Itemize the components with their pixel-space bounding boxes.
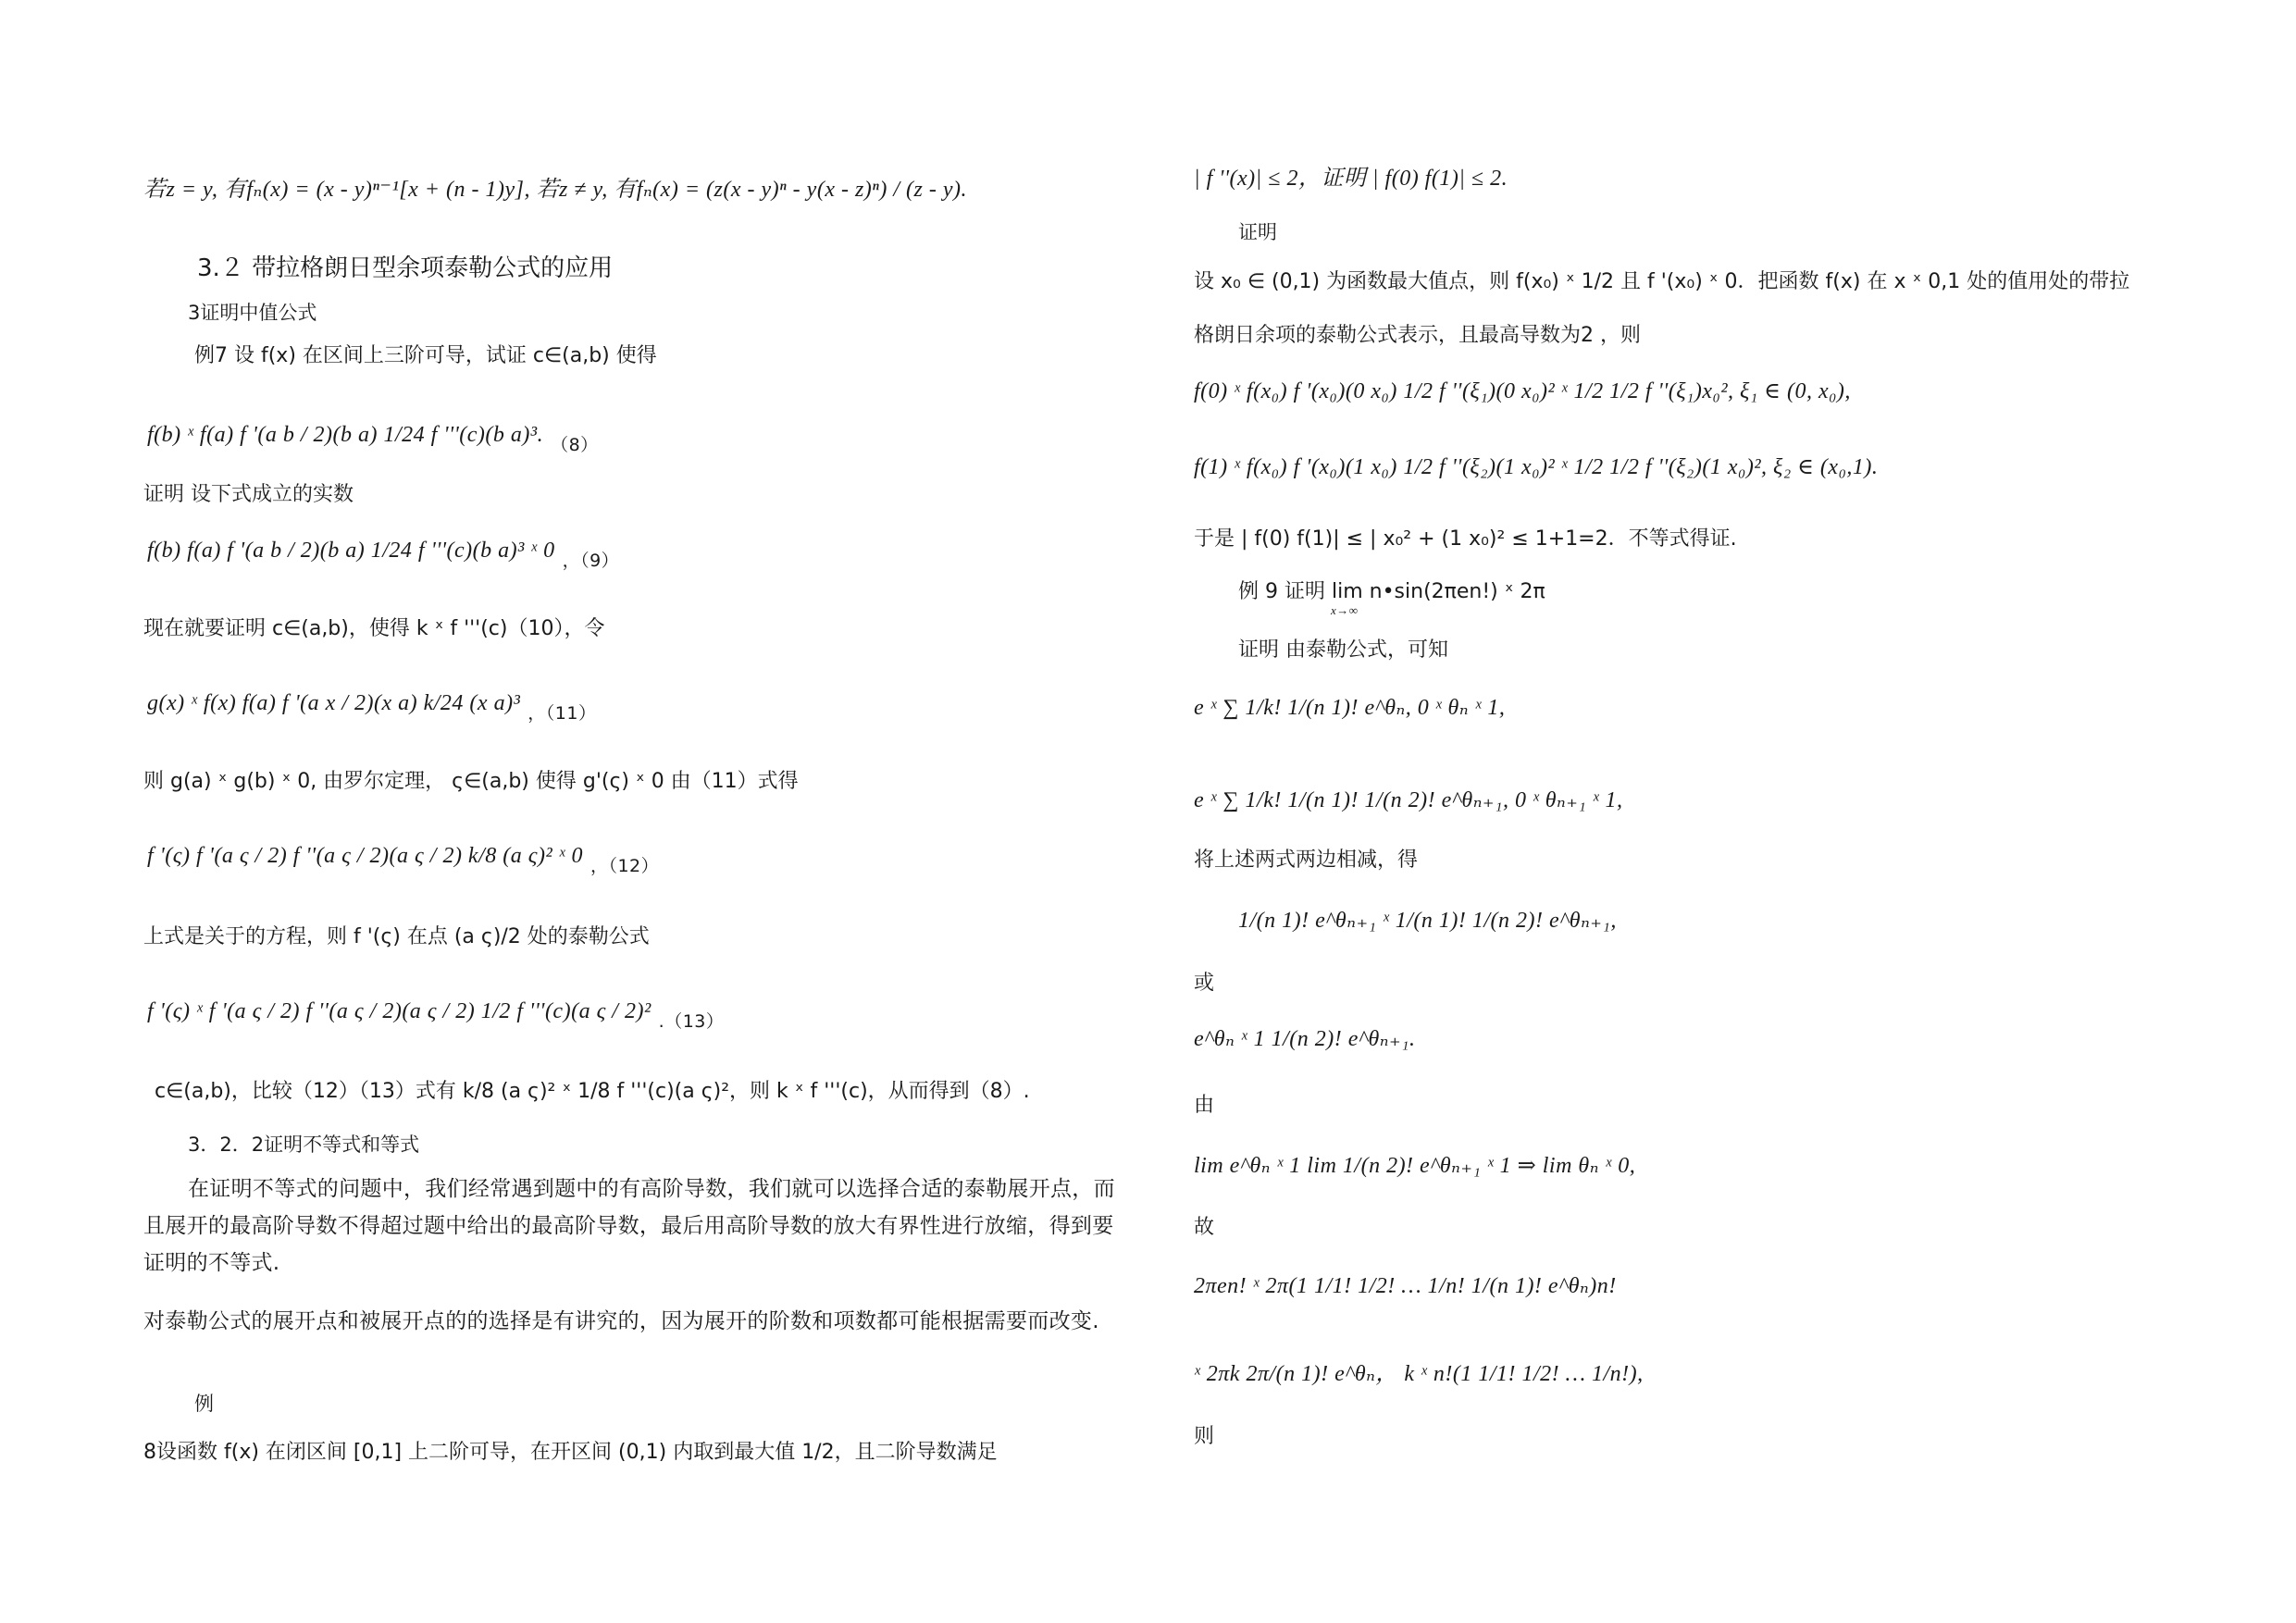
equation-12 <box>147 842 660 876</box>
equation-or-tail: . <box>1409 1027 1416 1051</box>
proof-9: 证明 由泰勒公式，可知 <box>1238 638 1448 662</box>
example-9-limit-subscript: x→∞ <box>1331 603 1359 617</box>
equation-9 <box>147 537 620 571</box>
equation-12-tag: ，（12） <box>590 856 660 876</box>
equation-limit <box>1194 1152 1635 1180</box>
subtract-text: 将上述两式两边相减，得 <box>1194 849 1419 872</box>
setup-line-1: 设 x₀ ∈ (0,1) 为函数最大值点，则 f(x₀) ˣ 1/2 且 f '(x₀) ˣ 0．把函数 f(x) 在 x ˣ 0,1 处的值用处的带拉 <box>1194 270 2130 293</box>
rolle-theorem: 则 g(a) ˣ g(b) ˣ 0, 由罗尔定理， ς∈(a,b) 使得 g'(ς) ˣ 0 由（11）式得 <box>143 770 799 793</box>
proof-label: 证明 <box>1238 221 1277 243</box>
equation-or-body: e^θₙ ˣ 1 1/(n 2)! e^θₙ₊₁ <box>1194 1027 1410 1051</box>
equation-fn: 若z = y, 有fₙ(x) = (x - y)ⁿ⁻¹[x + (n - 1)y], 若z ≠ y, 有fₙ(x) = (z(x - y)ⁿ - y(x - z)ⁿ) / (z - y). <box>143 178 967 202</box>
equation-subtract <box>1238 907 1617 935</box>
equation-8-tag: （8） <box>551 435 599 455</box>
equation-2pi-2: ˣ 2πk 2π/(n 1)! e^θₙ， k ˣ n!(1 1/1! 1/2! … 1/n!), <box>1194 1362 1644 1386</box>
right-column <box>1194 0 2175 1623</box>
left-column <box>143 0 1134 1623</box>
equation-9-tag: ，（9） <box>562 551 620 571</box>
example-9 <box>1238 578 1545 606</box>
equation-11-tag: ，（11） <box>527 703 597 724</box>
equation-e-2: e ˣ ∑ 1/k! 1/(n 1)! 1/(n 2)! e^θₙ₊₁, 0 ˣ θₙ₊₁ ˣ 1, <box>1194 788 1623 812</box>
subsection-inequality: 3．2．2证明不等式和等式 <box>188 1134 420 1156</box>
equation-12-body: f '(ς) f '(a ς / 2) f ''(a ς / 2)(a ς / 2) k/8 (a ς)² ˣ 0 <box>147 844 583 868</box>
example-label: 例 <box>194 1393 214 1415</box>
equation-11-body: g(x) ˣ f(x) f(a) f '(a x / 2)(x a) k/24 (x a)³ <box>147 691 521 715</box>
equation-e-1: e ˣ ∑ 1/k! 1/(n 1)! e^θₙ, 0 ˣ θₙ ˣ 1, <box>1194 696 1506 720</box>
example-7: 例7 设 f(x) 在区间上三阶可导，试证 c∈(a,b) 使得 <box>194 344 657 367</box>
equation-8-body: f(b) ˣ f(a) f '(a b / 2)(b a) 1/24 f '''(c)(b a)³. <box>147 423 544 447</box>
proof-intro: 证明 设下式成立的实数 <box>143 483 354 506</box>
then-text: 则 <box>1194 1425 1215 1448</box>
taylor-intro: 上式是关于的方程，则 f '(ς) 在点 (a ς)/2 处的泰勒公式 <box>143 925 650 948</box>
equation-f0: f(0) ˣ f(x₀) f '(x₀)(0 x₀) 1/2 f ''(ξ₁)(0 x₀)² ˣ 1/2 1/2 f ''(ξ₁)x₀², ξ₁ ∈ (0, x₀), <box>1194 379 1851 403</box>
by-text: 由 <box>1194 1094 1215 1117</box>
example-8: 8设函数 f(x) 在闭区间 [0,1] 上二阶可导，在开区间 (0,1) 内取到最大值 1/2，且二阶导数满足 <box>143 1441 998 1464</box>
so-text: 故 <box>1194 1216 1215 1239</box>
paragraph-expansion-point: 对泰勒公式的展开点和被展开点的的选择是有讲究的，因为展开的阶数和项数都可能根据需要而改变. <box>143 1309 1099 1333</box>
compare-text: c∈(a,b)，比较（12）（13）式有 k/8 (a ς)² ˣ 1/8 f '''(c)(a ς)²，则 k ˣ f '''(c)，从而得到（8）. <box>155 1080 1030 1103</box>
equation-8 <box>147 421 599 455</box>
inequality-result: 于是 | f(0) f(1)| ≤ | x₀² + (1 x₀)² ≤ 1+1=2．不等式得证. <box>1194 527 1737 551</box>
equation-13 <box>147 997 725 1032</box>
setup-line-2: 格朗日余项的泰勒公式表示，且最高导数为2 ，则 <box>1194 324 1641 347</box>
equation-or <box>1194 1025 1416 1053</box>
equation-f1: f(1) ˣ f(x₀) f '(x₀)(1 x₀) 1/2 f ''(ξ₂)(1 x₀)² ˣ 1/2 1/2 f ''(ξ₂)(1 x₀)², ξ₂ ∈ (x₀,1). <box>1194 455 1879 479</box>
need-to-prove: 现在就要证明 c∈(a,b)，使得 k ˣ f '''(c)（10），令 <box>143 617 605 640</box>
equation-13-body: f '(ς) ˣ f '(a ς / 2) f ''(a ς / 2)(a ς / 2) 1/2 f '''(c)(a ς / 2)² <box>147 999 652 1023</box>
equation-subtract-tail: , <box>1610 909 1617 933</box>
equation-limit-tail: , <box>1629 1154 1636 1178</box>
equation-13-tag: .（13） <box>658 1011 725 1032</box>
equation-11 <box>147 689 597 724</box>
equation-2pi-1: 2πen! ˣ 2π(1 1/1! 1/2! … 1/n! 1/(n 1)! e^θₙ)n! <box>1194 1274 1617 1298</box>
paragraph-inequality: 在证明不等式的问题中，我们经常遇到题中的有高阶导数，我们就可以选择合适的泰勒展开点，而且展开的最高阶导数不得超过题中给出的最高阶导数，最后用高阶导数的放大有界性进行放缩，得到要证明的不等式. <box>143 1177 1115 1275</box>
or-text: 或 <box>1194 972 1215 995</box>
equation-limit-body: lim e^θₙ ˣ 1 lim 1/(n 2)! e^θₙ₊₁ ˣ 1 ⇒ lim θₙ ˣ 0 <box>1194 1154 1630 1178</box>
section-title: 3.２ 带拉格朗日型余项泰勒公式的应用 <box>197 254 614 282</box>
subsection-mean-value: 3证明中值公式 <box>188 302 317 324</box>
condition: | f ''(x)| ≤ 2，证明 | f(0) f(1)| ≤ 2. <box>1194 167 1508 191</box>
equation-9-body: f(b) f(a) f '(a b / 2)(b a) 1/24 f '''(c)(b a)³ ˣ 0 <box>147 539 555 563</box>
equation-subtract-body: 1/(n 1)! e^θₙ₊₁ ˣ 1/(n 1)! 1/(n 2)! e^θₙ₊₁ <box>1238 909 1611 933</box>
example-9-text: 例 9 证明 lim n•sin(2πen!) ˣ 2π <box>1238 580 1545 603</box>
